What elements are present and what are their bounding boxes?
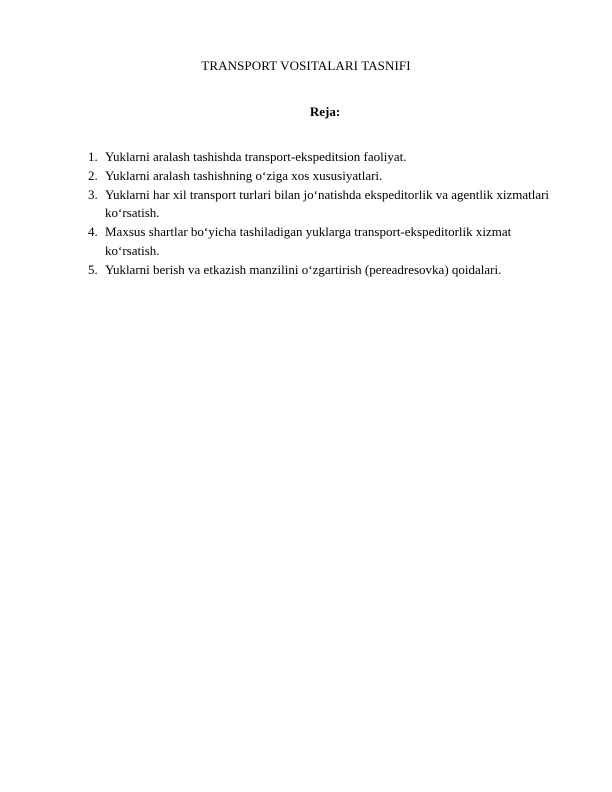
plan-list — [88, 148, 558, 280]
plan-item-1 — [88, 148, 558, 167]
plan-item-text: Yuklarni aralash tashishda transport-ekspeditsion faoliyat. — [105, 149, 407, 164]
plan-item-text: Yuklarni aralash tashishning o‘ziga xos xususiyatlari. — [105, 167, 383, 183]
document-title: TRANSPORT VOSITALARI TASNIFI — [201, 58, 411, 73]
plan-item-4 — [88, 223, 558, 261]
plan-item-3 — [88, 186, 558, 224]
plan-item-text: Maxsus shartlar bo‘yicha tashiladigan yuklarga transport-ekspeditorlik xizmat ko‘rsatish. — [105, 224, 512, 258]
plan-item-number: 3. — [88, 186, 98, 202]
plan-item-text: Yuklarni berish va etkazish manzilini o‘zgartirish (pereadresovka) qoidalari. — [105, 261, 502, 277]
plan-item-2 — [88, 167, 558, 186]
plan-item-number: 5. — [88, 261, 98, 277]
plan-item-number: 1. — [88, 149, 98, 164]
plan-item-text: Yuklarni har xil transport turlari bilan jo‘natishda ekspeditorlik va agentlik xizmatlari ko‘rsatish. — [105, 186, 550, 221]
plan-heading: Reja: — [309, 104, 341, 119]
plan-item-5 — [88, 261, 558, 280]
plan-item-number: 4. — [88, 224, 98, 240]
plan-item-number: 2. — [88, 167, 98, 183]
